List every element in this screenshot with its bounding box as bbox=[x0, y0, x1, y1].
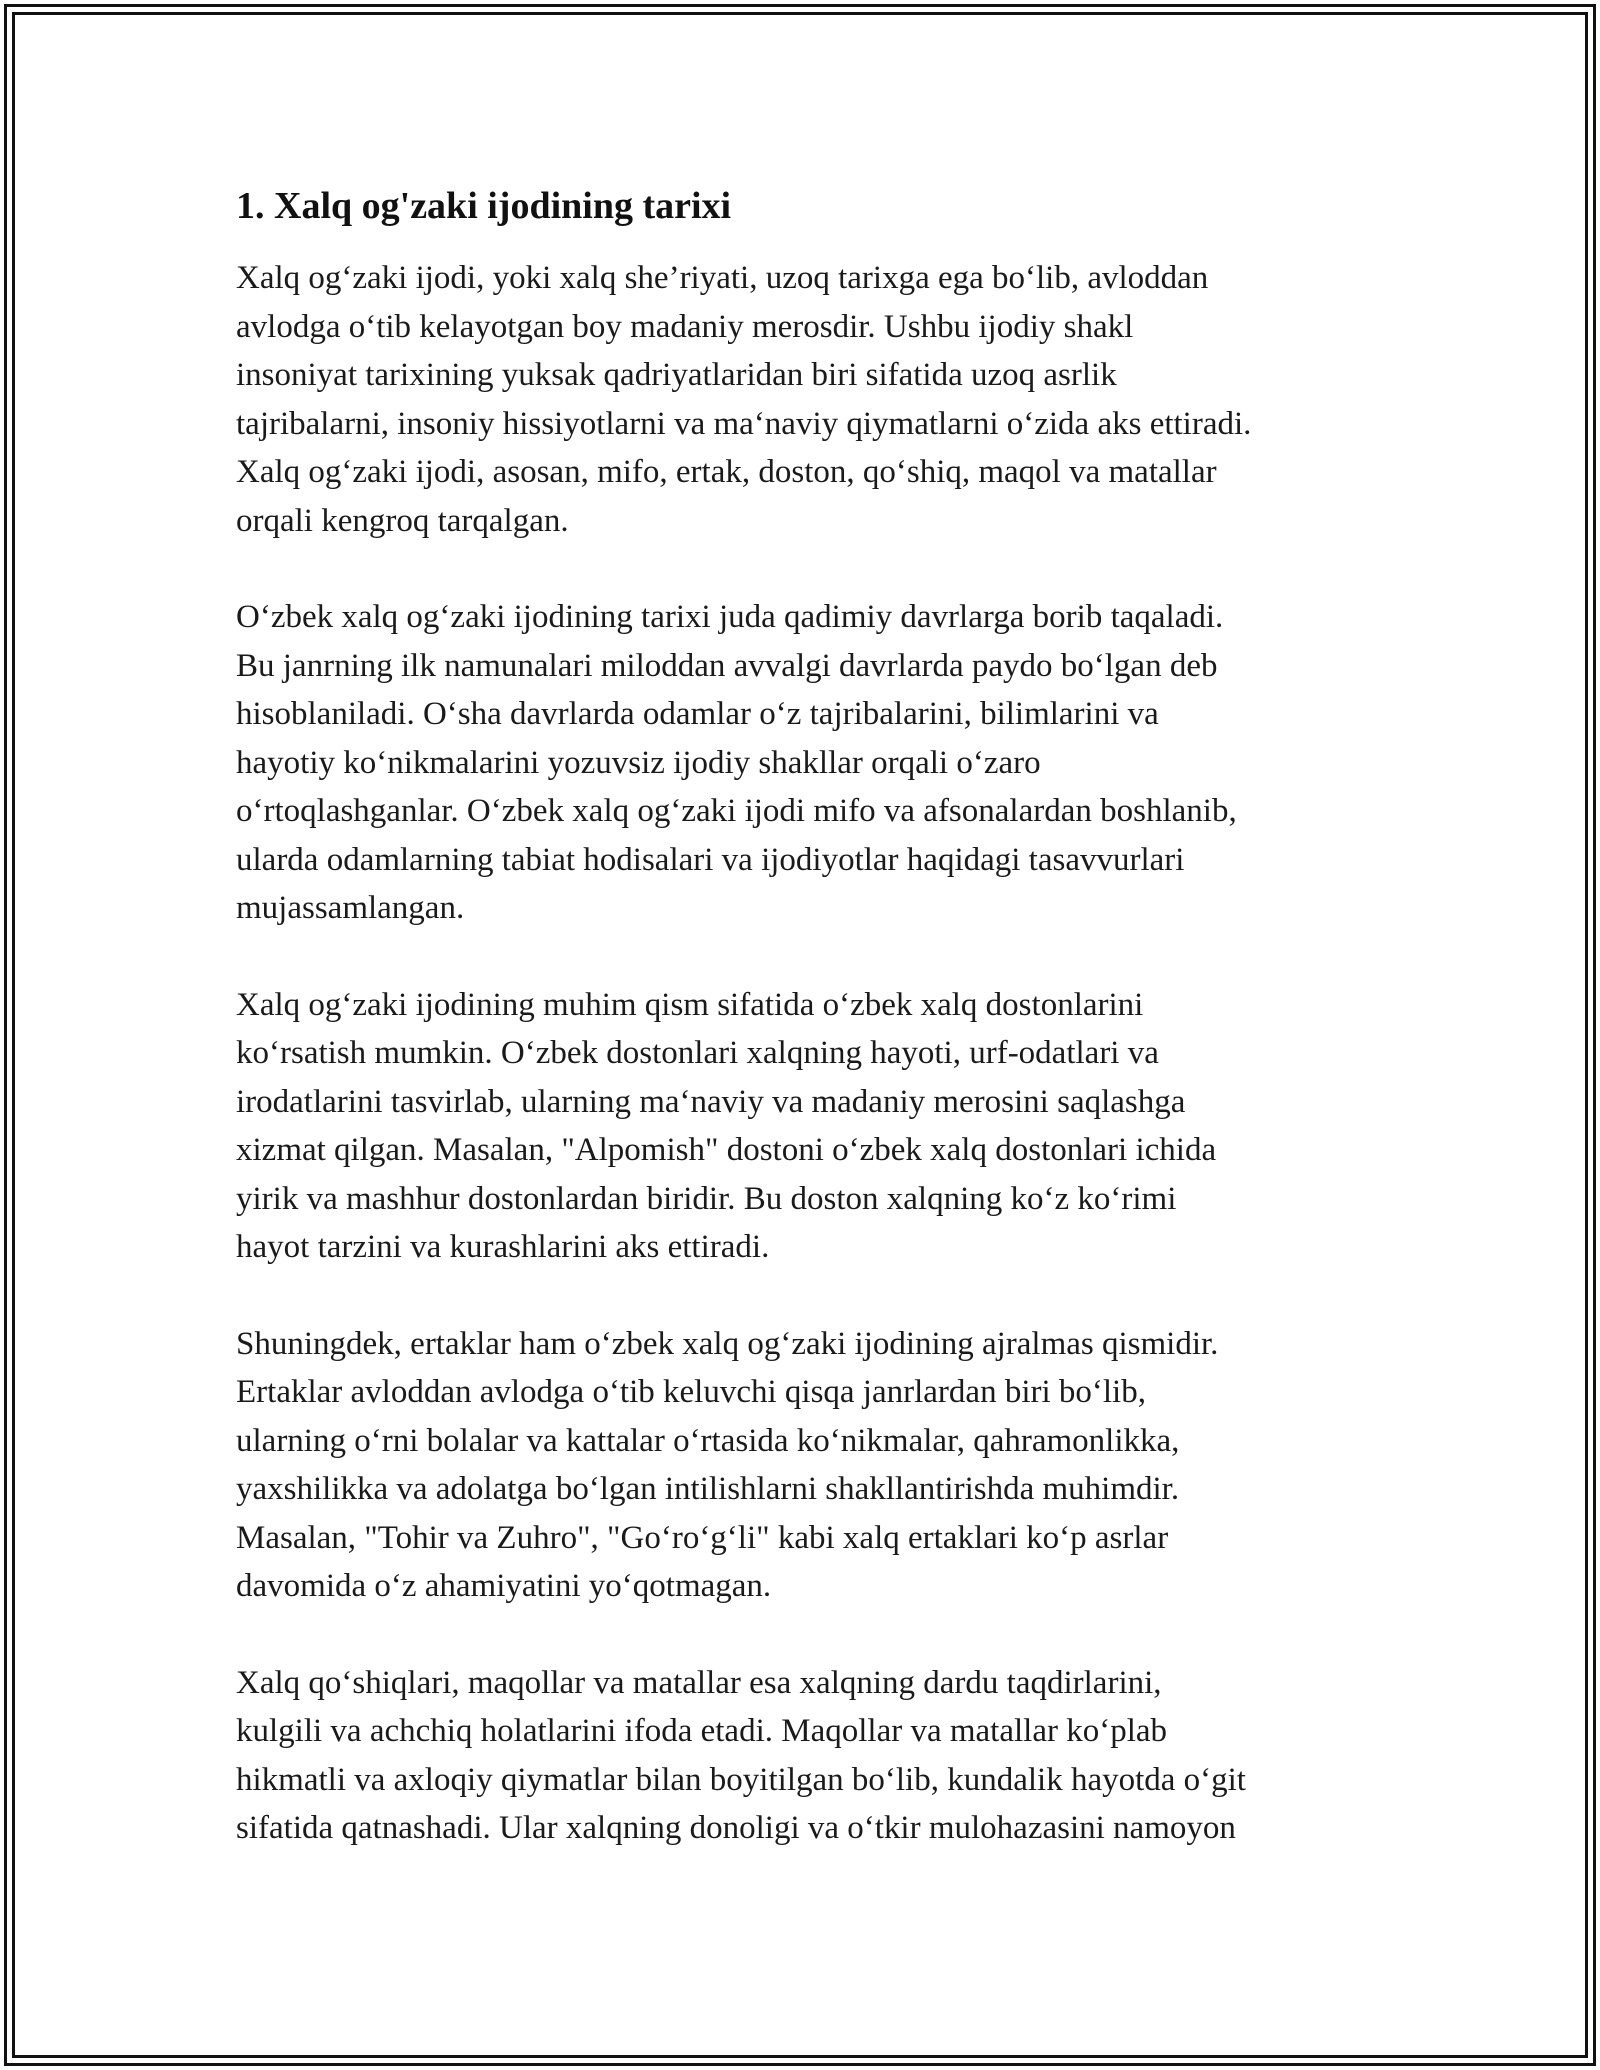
paragraph-1 bbox=[236, 254, 1376, 545]
paragraph-spacer bbox=[236, 545, 1376, 593]
text-line: tajribalarni, insoniy hissiyotlarni va ma‘naviy qiymatlarni o‘zida aks ettiradi. bbox=[236, 405, 1252, 442]
document-title: 1. Xalq og'zaki ijodining tarixi bbox=[236, 185, 732, 227]
title-spacer bbox=[236, 230, 1376, 254]
text-line: Shuningdek, ertaklar ham o‘zbek xalq og‘zaki ijodining ajralmas qismidir. bbox=[236, 1325, 1219, 1362]
text-line: O‘zbek xalq og‘zaki ijodining tarixi juda qadimiy davrlarga borib taqaladi. bbox=[236, 599, 1224, 635]
text-line: ularning o‘rni bolalar va kattalar o‘rtasida ko‘nikmalar, qahramonlikka, bbox=[236, 1422, 1180, 1459]
text-line: yirik va mashhur dostonlardan biridir. Bu doston xalqning ko‘z ko‘rimi bbox=[236, 1180, 1177, 1217]
text-line: Ertaklar avloddan avlodga o‘tib keluvchi qisqa janrlardan biri bo‘lib, bbox=[236, 1374, 1146, 1410]
text-line: mujassamlangan. bbox=[236, 890, 465, 926]
text-line: xizmat qilgan. Masalan, "Alpomish" dostoni o‘zbek xalq dostonlari ichida bbox=[236, 1132, 1217, 1168]
text-line: davomida o‘z ahamiyatini yo‘qotmagan. bbox=[236, 1568, 772, 1604]
text-line: hikmatli va axloqiy qiymatlar bilan boyitilgan bo‘lib, kundalik hayotda o‘git bbox=[236, 1761, 1246, 1798]
text-line: hayotiy ko‘nikmalarini yozuvsiz ijodiy shakllar orqali o‘zaro bbox=[236, 744, 1041, 781]
text-line: ularda odamlarning tabiat hodisalari va ijodiyotlar haqidagi tasavvurlari bbox=[236, 841, 1185, 878]
text-line: hayot tarzini va kurashlarini aks ettiradi. bbox=[236, 1229, 770, 1265]
text-line: Xalq og‘zaki ijodi, asosan, mifo, ertak, doston, qo‘shiq, maqol va matallar bbox=[236, 454, 1217, 490]
paragraph-3 bbox=[236, 981, 1376, 1272]
text-line: orqali kengroq tarqalgan. bbox=[236, 502, 569, 539]
text-line: Masalan, "Tohir va Zuhro", "Go‘ro‘g‘li" kabi xalq ertaklari ko‘p asrlar bbox=[236, 1519, 1169, 1556]
text-line: Bu janrning ilk namunalari miloddan avvalgi davrlarda paydo bo‘lgan deb bbox=[236, 647, 1218, 684]
paragraph-4 bbox=[236, 1320, 1376, 1611]
text-line: avlodga o‘tib kelayotgan boy madaniy merosdir. Ushbu ijodiy shakl bbox=[236, 308, 1134, 345]
paragraph-spacer bbox=[236, 933, 1376, 981]
text-line: ko‘rsatish mumkin. O‘zbek dostonlari xalqning hayoti, urf-odatlari va bbox=[236, 1035, 1159, 1071]
paragraph-spacer bbox=[236, 1272, 1376, 1320]
document-body bbox=[236, 182, 1376, 1853]
text-line: irodatlarini tasvirlab, ularning ma‘naviy va madaniy merosini saqlashga bbox=[236, 1083, 1186, 1120]
paragraph-spacer bbox=[236, 1611, 1376, 1659]
text-line: o‘rtoqlashganlar. O‘zbek xalq og‘zaki ijodi mifo va afsonalardan boshlanib, bbox=[236, 793, 1237, 829]
text-line: sifatida qatnashadi. Ular xalqning donoligi va o‘tkir mulohazasini namoyon bbox=[236, 1810, 1236, 1846]
text-line: Xalq og‘zaki ijodining muhim qism sifatida o‘zbek xalq dostonlarini bbox=[236, 986, 1144, 1023]
paragraph-5 bbox=[236, 1659, 1376, 1853]
text-line: hisoblaniladi. O‘sha davrlarda odamlar o‘z tajribalarini, bilimlarini va bbox=[236, 696, 1159, 732]
text-line: yaxshilikka va adolatga bo‘lgan intilishlarni shakllantirishda muhimdir. bbox=[236, 1471, 1180, 1507]
text-line: Xalq qo‘shiqlari, maqollar va matallar esa xalqning dardu taqdirlarini, bbox=[236, 1664, 1162, 1701]
paragraph-2 bbox=[236, 593, 1376, 933]
text-line: insoniyat tarixining yuksak qadriyatlaridan biri sifatida uzoq asrlik bbox=[236, 357, 1117, 393]
text-line: Xalq og‘zaki ijodi, yoki xalq she’riyati, uzoq tarixga ega bo‘lib, avloddan bbox=[236, 260, 1209, 296]
text-line: kulgili va achchiq holatlarini ifoda etadi. Maqollar va matallar ko‘plab bbox=[236, 1713, 1168, 1749]
